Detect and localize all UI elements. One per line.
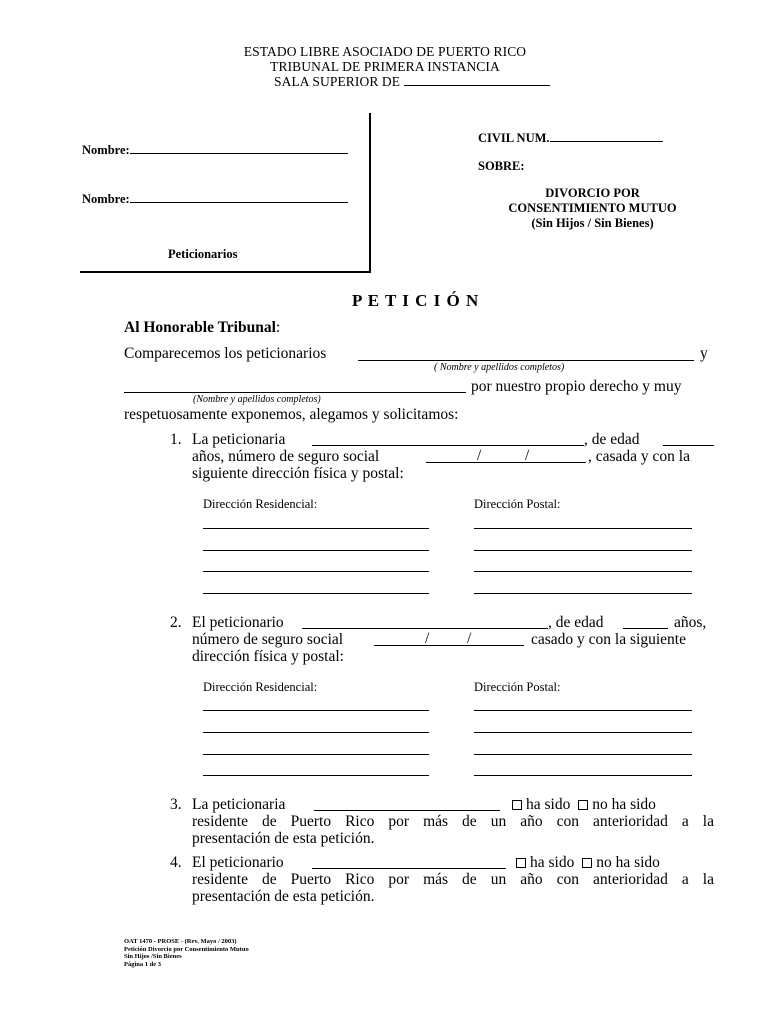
item2-dir-residencial-label: Dirección Residencial:	[203, 680, 318, 694]
item2-el-peticionario: El peticionario	[192, 614, 284, 631]
item2-number: 2.	[170, 614, 182, 631]
nombre-field-1	[82, 143, 348, 158]
item3-ha-sido: ha sido	[526, 796, 571, 813]
peticionario2-name-blank[interactable]	[124, 391, 466, 393]
comparecemos-text: Comparecemos los peticionarios	[124, 345, 327, 362]
item2-casado: casado y con la siguiente	[531, 631, 686, 648]
document-title: P E T I C I Ó N	[352, 291, 480, 310]
item4-el-peticionario: El peticionario	[192, 854, 284, 871]
item4-no-ha-sido: no ha sido	[596, 854, 660, 871]
item2-numero: número de seguro social	[192, 631, 344, 648]
item1-ssn-blank[interactable]	[426, 461, 586, 463]
item2-anos: años,	[674, 614, 707, 631]
nombre-blank-1[interactable]	[130, 152, 348, 154]
item2-post-line-4[interactable]	[474, 775, 692, 776]
nombre-blank-2[interactable]	[130, 201, 348, 203]
item2-direccion: dirección física y postal:	[192, 648, 344, 665]
item1-la-peticionaria: La peticionaria	[192, 431, 286, 448]
item2-res-line-2[interactable]	[203, 732, 429, 733]
sobre-label: SOBRE:	[478, 159, 525, 173]
item2-res-line-3[interactable]	[203, 754, 429, 755]
court-header-line3	[274, 74, 574, 89]
footer-line4: Página 1 de 3	[124, 960, 162, 968]
item1-post-line-2[interactable]	[474, 550, 692, 551]
caption-vertical-rule	[369, 113, 371, 273]
name-caption-1: ( Nombre y apellidos completos)	[434, 362, 565, 373]
item1-anos-numero: años, número de seguro social	[192, 448, 380, 465]
item3-ha-sido-checkbox[interactable]	[512, 800, 522, 810]
item2-post-line-1[interactable]	[474, 710, 692, 711]
item1-casada: , casada y con la	[588, 448, 690, 465]
item4-name-blank[interactable]	[312, 867, 506, 869]
item2-dir-postal-label: Dirección Postal:	[474, 680, 561, 694]
civil-num-blank[interactable]	[550, 140, 663, 142]
item1-res-line-2[interactable]	[203, 550, 429, 551]
item1-ssn-slash-1: /	[477, 447, 482, 464]
item1-post-line-3[interactable]	[474, 571, 692, 572]
item2-post-line-2[interactable]	[474, 732, 692, 733]
civil-num-field	[478, 131, 663, 146]
item2-res-line-1[interactable]	[203, 710, 429, 711]
sala-superior-blank[interactable]	[404, 84, 550, 86]
item4-options	[512, 854, 660, 871]
name-caption-2: (Nombre y apellidos completos)	[193, 394, 321, 405]
item2-age-blank[interactable]	[623, 627, 668, 629]
civil-num-label: CIVIL NUM.	[478, 131, 550, 145]
item3-no-ha-sido: no ha sido	[592, 796, 656, 813]
nombre-label-2: Nombre:	[82, 192, 130, 206]
item1-res-line-4[interactable]	[203, 593, 429, 594]
item1-res-line-3[interactable]	[203, 571, 429, 572]
subject-line2: CONSENTIMIENTO MUTUO	[508, 201, 677, 215]
item3-no-ha-sido-checkbox[interactable]	[578, 800, 588, 810]
item4-no-ha-sido-checkbox[interactable]	[582, 858, 592, 868]
item1-post-line-4[interactable]	[474, 593, 692, 594]
court-header-line1: ESTADO LIBRE ASOCIADO DE PUERTO RICO	[243, 44, 527, 59]
item1-number: 1.	[170, 431, 182, 448]
salutation	[124, 319, 280, 336]
subject-line1: DIVORCIO POR	[545, 186, 640, 200]
intro-line1	[124, 345, 326, 362]
sala-superior-label: SALA SUPERIOR DE	[274, 74, 401, 89]
item2-ssn-slash-2: /	[467, 630, 472, 647]
item1-name-blank[interactable]	[312, 444, 584, 446]
intro-y: y	[700, 345, 708, 362]
footer-line2: Petición Divorcio por Consentimiento Mutuo	[124, 945, 249, 953]
item2-ssn-slash-1: /	[425, 630, 430, 647]
court-header-line2: TRIBUNAL DE PRIMERA INSTANCIA	[270, 59, 500, 74]
item4-ha-sido: ha sido	[530, 854, 575, 871]
item1-siguiente: siguiente dirección física y postal:	[192, 465, 404, 482]
item4-line3: presentación de esta petición.	[192, 888, 375, 905]
item4-number: 4.	[170, 854, 182, 871]
item4-ha-sido-checkbox[interactable]	[516, 858, 526, 868]
item3-name-blank[interactable]	[314, 809, 500, 811]
item3-options	[508, 796, 656, 813]
peticionarios-label: Peticionarios	[168, 247, 238, 261]
item1-de-edad: , de edad	[584, 431, 640, 448]
item2-de-edad: , de edad	[548, 614, 604, 631]
footer-line1: OAT 1470 - PROSE - (Rev. Mayo / 2003)	[124, 938, 237, 945]
item3-line2: residente de Puerto Rico por más de un año con anterioridad a la	[192, 813, 714, 830]
item1-res-line-1[interactable]	[203, 528, 429, 529]
item1-dir-residencial-label: Dirección Residencial:	[203, 497, 318, 511]
item3-number: 3.	[170, 796, 182, 813]
footer-line3: Sin Hijos /Sin Bienes	[124, 953, 182, 960]
item2-post-line-3[interactable]	[474, 754, 692, 755]
item3-la-peticionaria: La peticionaria	[192, 796, 286, 813]
subject-line3: (Sin Hijos / Sin Bienes)	[531, 216, 654, 230]
peticionario1-name-blank[interactable]	[358, 359, 694, 361]
nombre-label-1: Nombre:	[82, 143, 130, 157]
item1-ssn-slash-2: /	[525, 447, 530, 464]
por-nuestro-text: por nuestro propio derecho y muy	[471, 378, 682, 395]
item4-line2: residente de Puerto Rico por más de un año con anterioridad a la	[192, 871, 714, 888]
salutation-text: Al Honorable Tribunal	[124, 319, 276, 336]
form-footer	[124, 938, 249, 968]
item1-age-blank[interactable]	[663, 444, 714, 446]
item1-post-line-1[interactable]	[474, 528, 692, 529]
caption-horizontal-rule	[80, 271, 371, 273]
item2-ssn-blank[interactable]	[374, 644, 524, 646]
item2-name-blank[interactable]	[302, 627, 548, 629]
item2-res-line-4[interactable]	[203, 775, 429, 776]
item1-dir-postal-label: Dirección Postal:	[474, 497, 561, 511]
salutation-colon: :	[275, 319, 281, 336]
item3-line3: presentación de esta petición.	[192, 830, 375, 847]
nombre-field-2	[82, 192, 348, 207]
subject-block	[470, 186, 715, 231]
respetuosamente-text: respetuosamente exponemos, alegamos y solicitamos:	[124, 406, 459, 423]
